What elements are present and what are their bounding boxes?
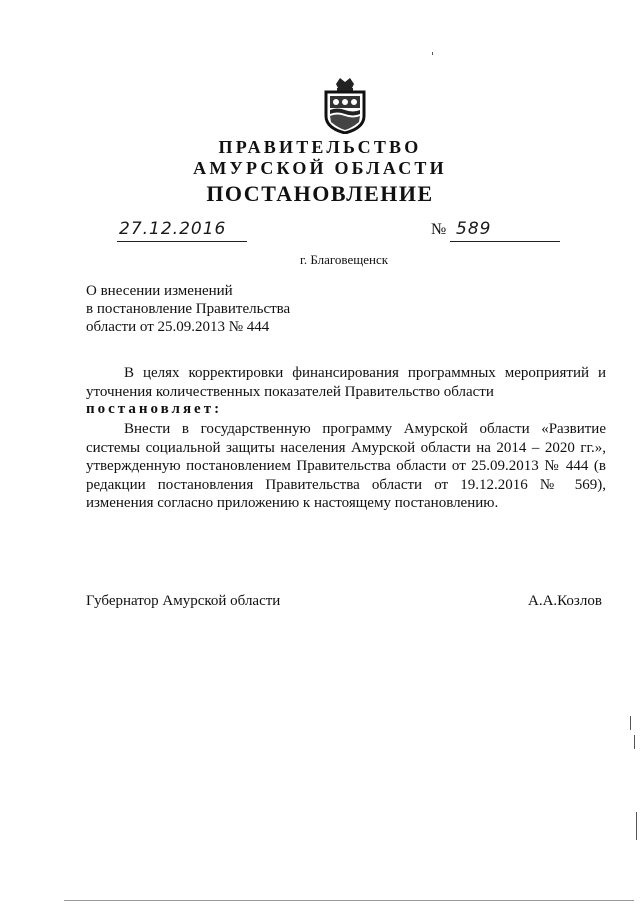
subject-block (86, 282, 290, 336)
scan-edge (64, 900, 634, 901)
date-handwritten: 27.12.2016 (119, 219, 227, 239)
document-type-heading: ПОСТАНОВЛЕНИЕ (206, 181, 434, 206)
city-line: г. Благовещенск (299, 252, 389, 267)
subject-line: в постановление Правительства (86, 301, 291, 317)
body-paragraph-2: Внести в государственную программу Амурской области «Развитие системы социальной защиты населения Амурской области на 2014 – 2020 гг.», утвержденную постановлением Правительства области от 25.09.2013 № 444 (в редакции постановления Правительства области от 19.12.2016 № 569), изменения согласно приложению к настоящему постановлению. (86, 421, 606, 512)
number-handwritten: 589 (456, 219, 492, 239)
body-paragraph-1: В целях корректировки финансирования программных мероприятий и уточнения количественных показателей Правительство области (86, 365, 606, 400)
subject-line: О внесении изменений (86, 283, 233, 299)
scan-mark (432, 52, 433, 55)
number-field (450, 219, 560, 242)
number-label: № (431, 221, 447, 238)
scan-mark (630, 716, 631, 730)
decides-word: постановляет: (86, 401, 223, 417)
government-title-line2: АМУРСКОЙ ОБЛАСТИ (193, 158, 447, 178)
scan-mark (634, 735, 635, 749)
coat-of-arms-icon (322, 76, 368, 134)
scan-mark (636, 812, 637, 840)
date-field (117, 219, 247, 242)
signatory-name: А.А.Козлов (528, 593, 602, 609)
signatory-title: Губернатор Амурской области (86, 593, 281, 609)
government-title-line1: ПРАВИТЕЛЬСТВО (218, 137, 422, 157)
subject-line: области от 25.09.2013 № 444 (86, 319, 270, 335)
